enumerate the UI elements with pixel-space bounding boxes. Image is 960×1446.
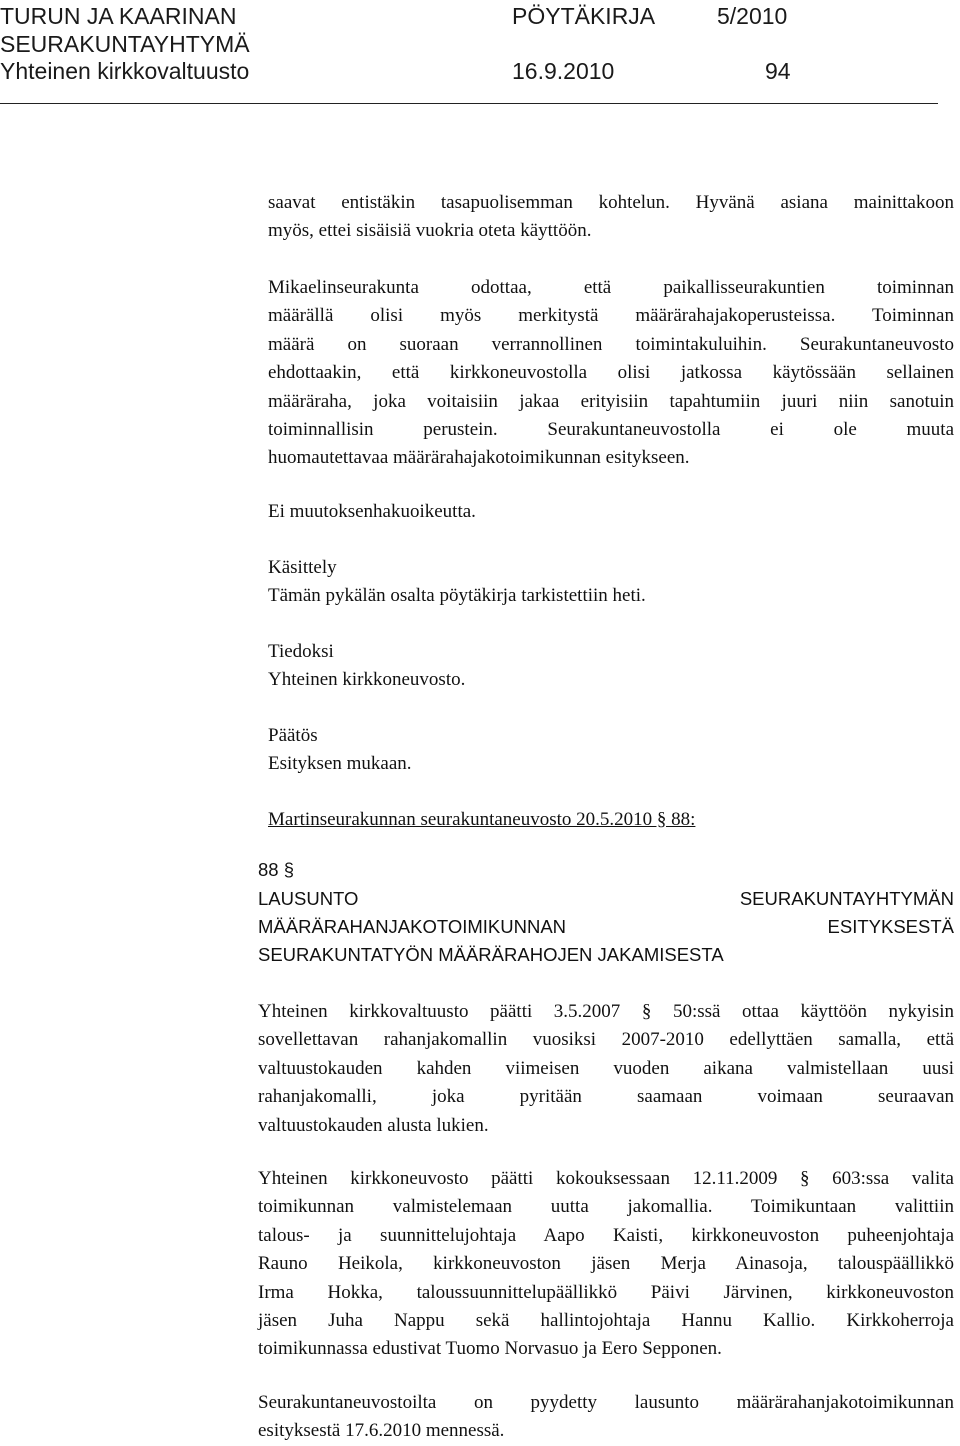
decision-text: Esityksen mukaan. (268, 753, 412, 775)
text-line: ehdottaakin, että kirkkoneuvostolla olisi jatkossa käytössään sellainen (268, 362, 954, 384)
paragraph-number: 88 § (258, 859, 295, 880)
text-line: määräraha, joka voitaisiin jakaa erityisiin tapahtumiin juuri niin sanotuin (268, 390, 954, 412)
decision-label: Päätös (268, 725, 318, 746)
document-type: PÖYTÄKIRJA (512, 3, 656, 29)
organization-name: TURUN JA KAARINAN (0, 3, 237, 29)
text-line: Seurakuntaneuvostoilta on pyydetty lausunto määrärahanjakotoimikunnan (258, 1392, 954, 1413)
meeting-date: 16.9.2010 (512, 58, 615, 84)
appeal-note: Ei muutoksenhakuoikeutta. (268, 501, 476, 522)
organization-name-2: SEURAKUNTAYHTYMÄ (0, 31, 250, 57)
title-word: SEURAKUNTAYHTYMÄN (739, 888, 954, 909)
reference-block (268, 806, 954, 834)
title-word: LAUSUNTO (258, 888, 359, 909)
text-line: määrä on suoraan verrannollinen toimintakuluihin. Seurakuntaneuvosto (268, 333, 954, 355)
document-number: 5/2010 (717, 3, 788, 29)
paragraph-mikael (268, 274, 954, 473)
text-line: sovellettavan rahanjakomallin vuosiksi 2007-2010 edellyttäen samalla, että (258, 1029, 954, 1051)
paragraph-council-decision (258, 998, 954, 1140)
text-line: Rauno Heikola, kirkkoneuvoston jäsen Merja Ainasoja, talouspäällikkö (258, 1253, 954, 1275)
text-line: talous- ja suunnittelujohtaja Aapo Kaisti, kirkkoneuvoston puheenjohtaja (258, 1224, 954, 1246)
text-line: jäsen Juha Nappu sekä hallintojohtaja Hannu Kallio. Kirkkoherroja (258, 1310, 954, 1332)
handling-text: Tämän pykälän osalta pöytäkirja tarkistettiin heti. (268, 585, 646, 607)
text-line: esityksestä 17.6.2010 mennessä. (258, 1420, 505, 1442)
section-title-row-2 (258, 916, 954, 938)
paragraph-intro (268, 189, 954, 246)
page-number: 94 (765, 58, 791, 84)
text-line: Yhteinen kirkkoneuvosto päätti kokouksessaan 12.11.2009 § 603:ssa valita (258, 1168, 954, 1189)
title-word: MÄÄRÄRAHANJAKOTOIMIKUNNAN (258, 916, 567, 937)
notice-block (268, 638, 954, 695)
notice-text: Yhteinen kirkkoneuvosto. (268, 669, 466, 691)
header-divider (0, 103, 938, 104)
header-row-3 (0, 57, 960, 86)
council-name: Yhteinen kirkkovaltuusto (0, 58, 250, 84)
text-line: huomautettavaa määrärahajakotoimikunnan esitykseen. (268, 447, 690, 469)
text-line: Mikaelinseurakunta odottaa, että paikallisseurakuntien toiminnan (268, 277, 954, 298)
text-line: Yhteinen kirkkovaltuusto päätti 3.5.2007 § 50:ssä ottaa käyttöön nykyisin (258, 1001, 954, 1022)
text-line: valtuustokauden kahden viimeisen vuoden aikana valmistellaan uusi (258, 1057, 954, 1079)
header-row-2 (0, 30, 960, 59)
text-line: saavat entistäkin tasapuolisemman kohtelun. Hyvänä asiana mainittakoon (268, 192, 954, 213)
text-line: toimikunnan valmistelemaan uutta jakomallia. Toimikuntaan valittiin (258, 1196, 954, 1218)
header-row-1 (0, 2, 960, 31)
paragraph-committee (258, 1165, 954, 1364)
paragraph-statement-request (258, 1389, 954, 1446)
text-line: toiminnallisin perustein. Seurakuntaneuvostolla ei ole muuta (268, 419, 954, 441)
text-line: myös, ettei sisäisiä vuokria oteta käyttöön. (268, 220, 592, 242)
section-title-row-3: SEURAKUNTATYÖN MÄÄRÄRAHOJEN JAKAMISESTA (258, 944, 724, 965)
text-line: rahanjakomalli, joka pyritään saamaan voimaan seuraavan (258, 1086, 954, 1108)
notice-label: Tiedoksi (268, 641, 334, 662)
handling-label: Käsittely (268, 557, 337, 578)
text-line: toimikunnassa edustivat Tuomo Norvasuo ja Eero Sepponen. (258, 1338, 722, 1360)
decision-block (268, 722, 954, 779)
handling-block (268, 554, 954, 611)
reference-link: Martinseurakunnan seurakuntaneuvosto 20.5.2010 § 88: (268, 809, 696, 830)
text-line: Irma Hokka, taloussuunnittelupäällikkö Päivi Järvinen, kirkkoneuvoston (258, 1281, 954, 1303)
title-word: ESITYKSESTÄ (827, 916, 954, 937)
text-line: valtuustokauden alusta lukien. (258, 1114, 489, 1136)
text-line: määrällä olisi myös merkitystä määrärahajakoperusteissa. Toiminnan (268, 305, 954, 327)
section-title-row-1 (258, 888, 954, 910)
